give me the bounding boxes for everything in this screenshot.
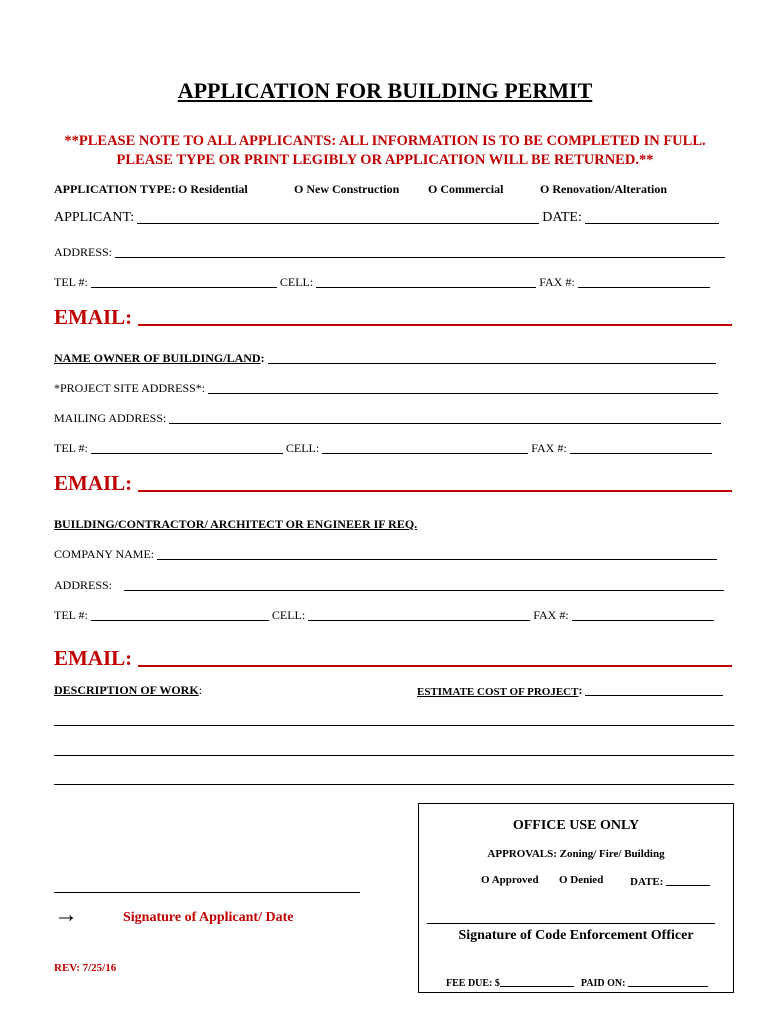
owner-tel-label: TEL #:	[54, 441, 88, 455]
address-label: ADDRESS:	[54, 245, 113, 259]
company-field[interactable]	[157, 548, 717, 560]
notice-line-2: PLEASE TYPE OR PRINT LEGIBLY OR APPLICATION WILL BE RETURNED.**	[116, 152, 654, 168]
owner-phone-row	[54, 440, 715, 456]
date-label: DATE:	[542, 210, 582, 225]
applicant-address-row	[54, 244, 728, 260]
owner-fax-field[interactable]	[570, 442, 712, 454]
contractor-address-row	[54, 577, 727, 593]
fee-due-label: FEE DUE: $	[446, 978, 500, 989]
owner-row	[54, 350, 719, 366]
description-line-1[interactable]	[54, 725, 734, 726]
project-site-field[interactable]	[208, 382, 718, 394]
contractor-fax-field[interactable]	[572, 609, 714, 621]
owner-email-row	[54, 470, 732, 496]
revision-label: REV: 7/25/16	[54, 962, 117, 974]
mailing-field[interactable]	[169, 412, 721, 424]
applicant-field[interactable]	[137, 212, 539, 224]
owner-cell-field[interactable]	[322, 442, 528, 454]
applicant-row	[54, 210, 722, 226]
fee-due-field[interactable]	[500, 975, 574, 987]
project-site-row	[54, 380, 721, 396]
estimate-label: ESTIMATE COST OF PROJECT	[417, 686, 579, 698]
contractor-email-row	[54, 645, 732, 671]
owner-tel-field[interactable]	[91, 442, 283, 454]
contractor-email-label: EMAIL:	[54, 646, 133, 670]
contractor-address-label: ADDRESS:	[54, 578, 113, 592]
option-commercial[interactable]: O Commercial	[428, 182, 504, 196]
option-new-construction[interactable]: O New Construction	[294, 182, 400, 196]
contractor-address-field[interactable]	[124, 579, 724, 591]
estimate-colon: :	[578, 683, 583, 697]
estimate-field[interactable]	[585, 684, 723, 696]
contractor-email-field[interactable]	[138, 665, 732, 667]
owner-email-field[interactable]	[138, 490, 732, 492]
email-field[interactable]	[138, 324, 732, 326]
company-row	[54, 546, 720, 562]
officer-signature-line[interactable]	[427, 923, 715, 924]
applicant-email-row	[54, 304, 732, 330]
office-date-label: DATE:	[630, 876, 664, 888]
owner-heading-colon: :	[260, 351, 265, 365]
owner-fax-label: FAX #:	[531, 441, 567, 455]
office-date-row	[630, 874, 713, 888]
option-renovation-alteration[interactable]: O Renovation/Alteration	[540, 182, 667, 196]
tel-label: TEL #:	[54, 275, 88, 289]
contractor-heading: BUILDING/CONTRACTOR/ ARCHITECT OR ENGINEER IF REQ.	[54, 517, 418, 531]
notice-line-1: **PLEASE NOTE TO ALL APPLICANTS: ALL INFORMATION IS TO BE COMPLETED IN FULL.	[64, 133, 706, 149]
arrow-icon: →	[54, 902, 78, 928]
description-row	[54, 682, 202, 698]
mailing-label: MAILING ADDRESS:	[54, 411, 167, 425]
cell-label: CELL:	[279, 275, 314, 289]
company-label: COMPANY NAME:	[54, 547, 155, 561]
description-label: DESCRIPTION OF WORK	[54, 683, 199, 697]
owner-email-label: EMAIL:	[54, 471, 133, 495]
owner-cell-label: CELL:	[285, 441, 320, 455]
email-label: EMAIL:	[54, 305, 133, 329]
project-site-label: *PROJECT SITE ADDRESS*:	[54, 381, 206, 395]
cell-field[interactable]	[316, 276, 536, 288]
office-use-box	[418, 803, 734, 993]
applicant-label: APPLICANT:	[54, 210, 135, 225]
contractor-cell-label: CELL:	[271, 608, 306, 622]
contractor-tel-field[interactable]	[91, 609, 269, 621]
contractor-fax-label: FAX #:	[533, 608, 569, 622]
fax-field[interactable]	[578, 276, 710, 288]
description-line-2[interactable]	[54, 755, 734, 756]
option-residential[interactable]: O Residential	[178, 182, 248, 196]
fee-row	[446, 975, 711, 989]
address-field[interactable]	[115, 246, 725, 258]
applicant-phone-row	[54, 274, 713, 290]
denied-option[interactable]: O Denied	[559, 874, 604, 886]
paid-on-field[interactable]	[628, 975, 708, 987]
office-heading: OFFICE USE ONLY	[512, 818, 640, 833]
mailing-address-row	[54, 410, 724, 426]
applicant-signature-label: Signature of Applicant/ Date	[123, 910, 294, 925]
contractor-phone-row	[54, 607, 717, 623]
approved-option[interactable]: O Approved	[481, 874, 539, 886]
owner-field[interactable]	[268, 352, 716, 364]
owner-heading: NAME OWNER OF BUILDING/LAND	[54, 351, 261, 365]
estimate-row	[417, 682, 726, 698]
officer-signature-label: Signature of Code Enforcement Officer	[458, 928, 694, 943]
description-line-3[interactable]	[54, 784, 734, 785]
contractor-cell-field[interactable]	[308, 609, 530, 621]
date-field[interactable]	[585, 212, 719, 224]
page-title: APPLICATION FOR BUILDING PERMIT	[177, 78, 593, 103]
application-type-label: APPLICATION TYPE:	[54, 182, 176, 196]
paid-on-label: PAID ON:	[580, 978, 626, 989]
tel-field[interactable]	[91, 276, 277, 288]
approvals-label: APPROVALS: Zoning/ Fire/ Building	[487, 848, 665, 860]
contractor-tel-label: TEL #:	[54, 608, 88, 622]
fax-label: FAX #:	[539, 275, 575, 289]
description-colon: :	[198, 683, 203, 697]
office-date-field[interactable]	[666, 874, 710, 886]
applicant-signature-line[interactable]	[54, 892, 360, 893]
